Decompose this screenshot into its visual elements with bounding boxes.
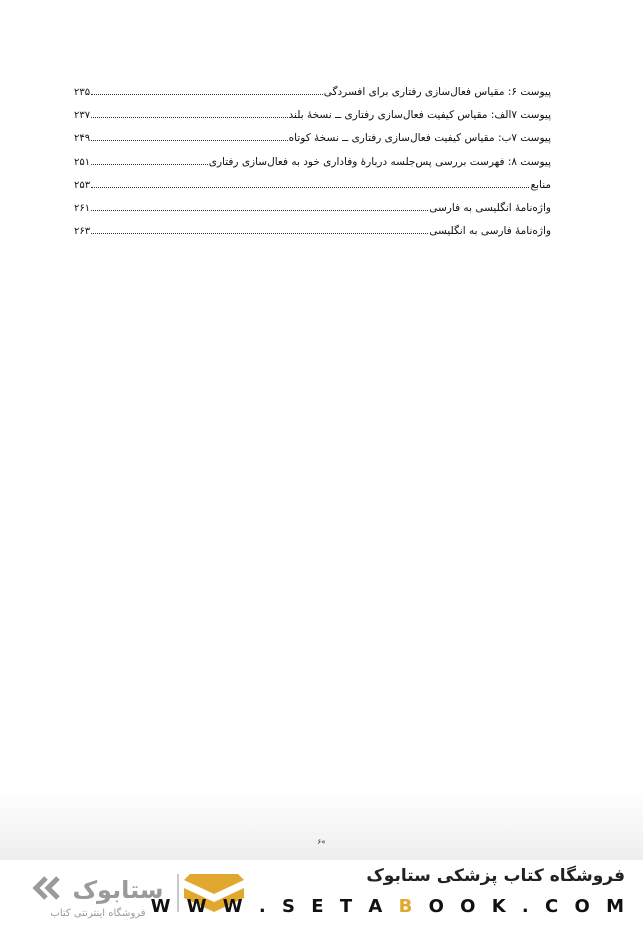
store-footer-banner [0, 860, 643, 926]
toc-entry-title: پیوست ۷الف: مقیاس کیفیت فعال‌سازی رفتاری ــ نسخهٔ بلند [288, 109, 551, 122]
toc-entry-page: ۲۶۳ [74, 226, 91, 238]
toc-dot-leader [91, 187, 529, 188]
toc-entry[interactable] [74, 86, 551, 109]
website-url-accent: B [398, 896, 418, 917]
website-url-end: O O K . C O M [417, 896, 629, 917]
toc-entry[interactable] [74, 225, 551, 248]
toc-dot-leader [91, 210, 428, 211]
toc-dot-leader [91, 140, 288, 141]
toc-entry-page: ۲۵۳ [74, 179, 91, 191]
toc-entry[interactable] [74, 179, 551, 202]
toc-entry[interactable] [74, 202, 551, 225]
toc-entry-title: پیوست ۸: فهرست بررسی پس‌جلسه دربارهٔ وفاداری خود به فعال‌سازی رفتاری [208, 155, 551, 168]
page-bottom-shade [0, 790, 643, 860]
table-of-contents [74, 86, 551, 248]
store-name: فروشگاه کتاب پزشکی ستابوک [366, 866, 625, 886]
toc-dot-leader [91, 94, 323, 95]
toc-entry-page: ۲۶۱ [74, 202, 91, 214]
toc-entry-title: پیوست ۶: مقیاس فعال‌سازی رفتاری برای افسردگی [323, 86, 551, 98]
toc-entry[interactable] [74, 156, 551, 179]
website-url[interactable] [151, 896, 629, 917]
toc-entry-title: واژه‌نامهٔ فارسی به انگلیسی [429, 225, 551, 238]
logo-wordmark: ستابوک [72, 876, 164, 904]
toc-dot-leader [91, 233, 428, 234]
website-url-start: W W W . S E T A [150, 896, 399, 917]
toc-entry-page: ۲۴۹ [74, 133, 91, 145]
toc-entry-title: پیوست ۷ب: مقیاس کیفیت فعال‌سازی رفتاری ــ نسخهٔ کوتاه [288, 132, 551, 145]
toc-dot-leader [91, 117, 287, 118]
toc-entry-title: منابع [530, 178, 551, 191]
double-chevron-icon [36, 878, 58, 898]
toc-entry-page: ۲۵۱ [74, 156, 91, 168]
toc-entry-title: واژه‌نامهٔ انگلیسی به فارسی [429, 201, 551, 214]
toc-entry[interactable] [74, 132, 551, 155]
toc-entry-page: ۲۳۷ [74, 110, 91, 122]
toc-entry[interactable] [74, 109, 551, 132]
toc-dot-leader [91, 164, 208, 165]
logo-tagline: فروشگاه اینترنتی کتاب [50, 908, 146, 919]
toc-entry-page: ۲۳۵ [74, 87, 91, 98]
page-number: ۶« [317, 838, 326, 846]
